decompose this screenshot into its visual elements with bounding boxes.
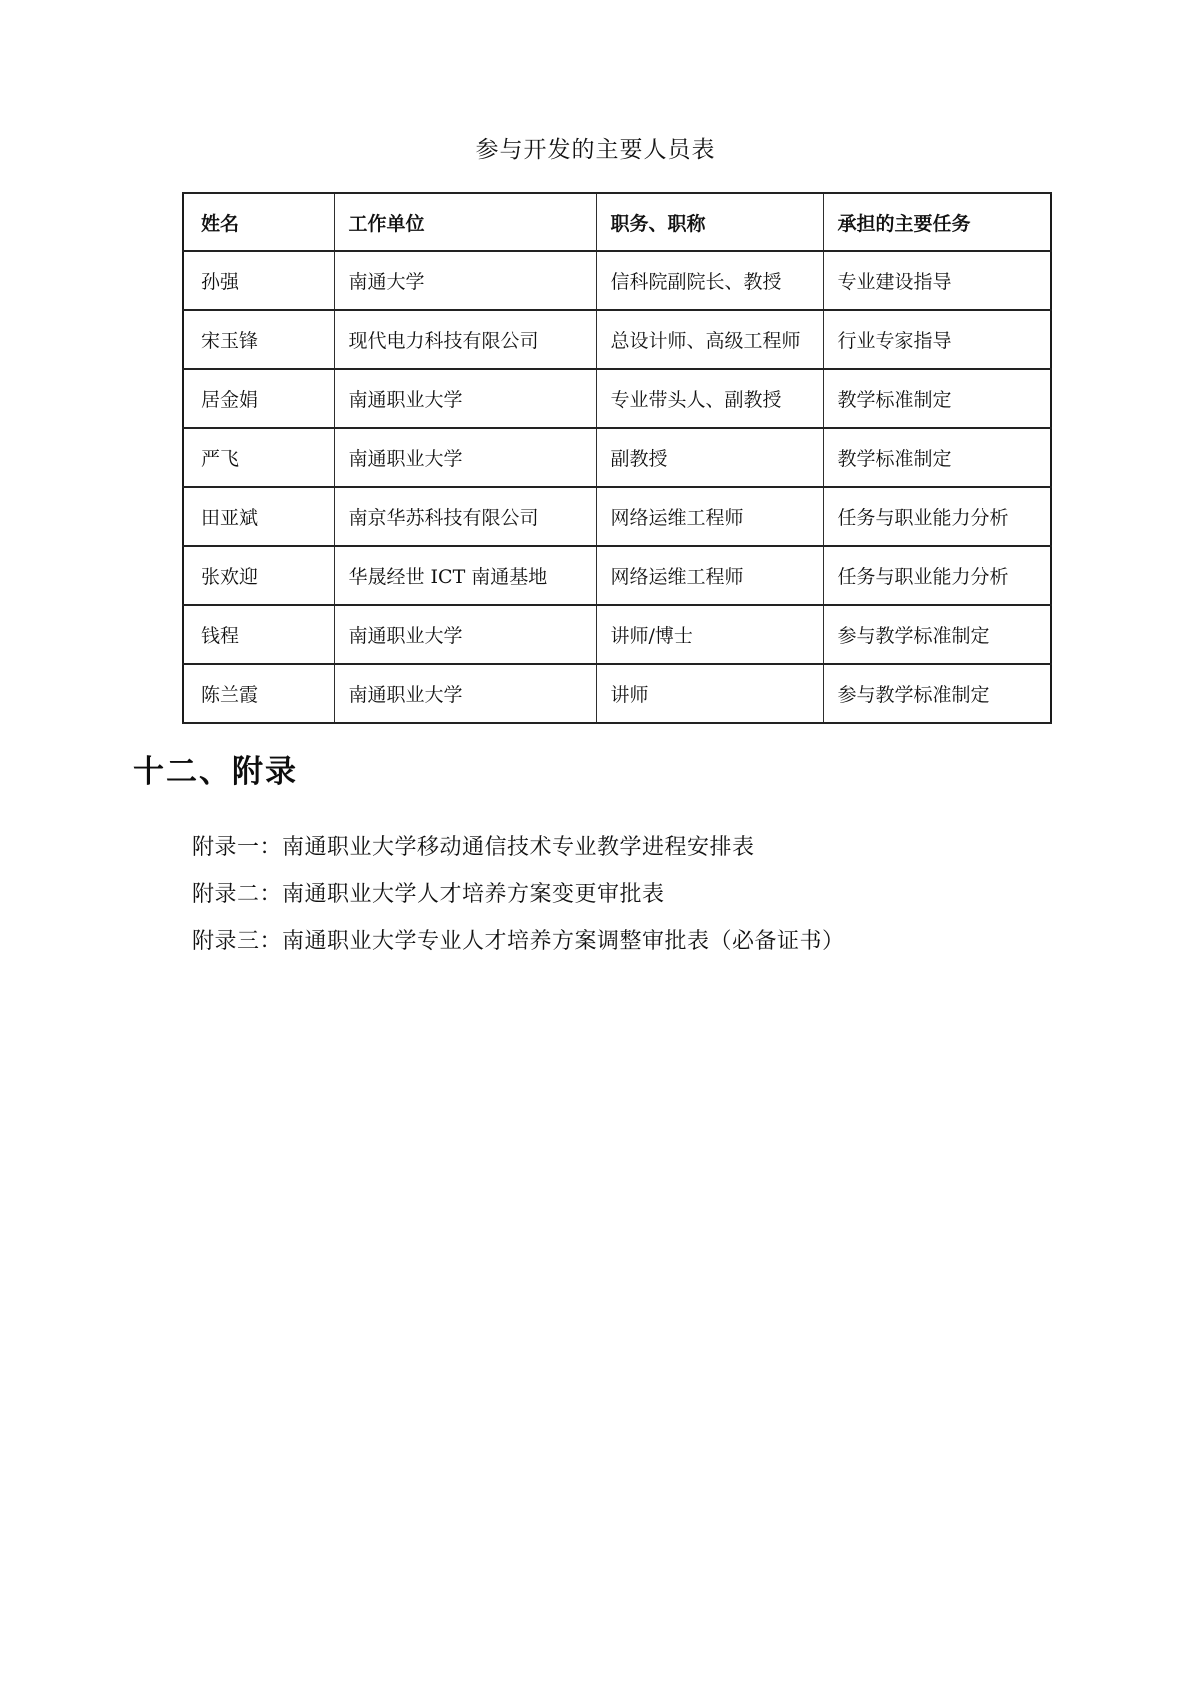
table-row: [183, 487, 1051, 546]
table-cell: 网络运维工程师: [596, 487, 823, 546]
table-cell: 副教授: [596, 428, 823, 487]
table-cell: 网络运维工程师: [596, 546, 823, 605]
section-heading-appendix: 十二、附录: [133, 754, 298, 790]
table-cell: 讲师: [596, 664, 823, 723]
table-cell: 教学标准制定: [823, 428, 1051, 487]
column-header-duty: 承担的主要任务: [823, 193, 1051, 251]
table-row: [183, 428, 1051, 487]
table-cell: 教学标准制定: [823, 369, 1051, 428]
table-cell: 华晟经世 ICT 南通基地: [334, 546, 596, 605]
table-row: [183, 664, 1051, 723]
table-cell: 任务与职业能力分析: [823, 546, 1051, 605]
table-row: [183, 605, 1051, 664]
table-cell: 张欢迎: [183, 546, 334, 605]
table-cell: 田亚斌: [183, 487, 334, 546]
table-cell: 专业带头人、副教授: [596, 369, 823, 428]
table-cell: 孙强: [183, 251, 334, 310]
table-cell: 钱程: [183, 605, 334, 664]
table-title: 参与开发的主要人员表: [475, 137, 716, 163]
appendix-item-2: 附录二：南通职业大学人才培养方案变更审批表: [192, 882, 665, 907]
table-cell: 现代电力科技有限公司: [334, 310, 596, 369]
table-cell: 任务与职业能力分析: [823, 487, 1051, 546]
appendix-list: [192, 824, 845, 965]
table-cell: 行业专家指导: [823, 310, 1051, 369]
appendix-item-1: 附录一：南通职业大学移动通信技术专业教学进程安排表: [192, 835, 755, 860]
table-cell: 南通职业大学: [334, 369, 596, 428]
table-cell: 参与教学标准制定: [823, 664, 1051, 723]
table-cell: 南京华苏科技有限公司: [334, 487, 596, 546]
table-row: [183, 546, 1051, 605]
table-cell: 居金娟: [183, 369, 334, 428]
table-cell: 严飞: [183, 428, 334, 487]
column-header-org: 工作单位: [334, 193, 596, 251]
table-row: [183, 310, 1051, 369]
appendix-item-3: 附录三：南通职业大学专业人才培养方案调整审批表（必备证书）: [192, 929, 845, 954]
table-cell: 专业建设指导: [823, 251, 1051, 310]
table-cell: 南通职业大学: [334, 428, 596, 487]
table-row: [183, 369, 1051, 428]
table-header-row: [183, 193, 1051, 251]
table-row: [183, 251, 1051, 310]
column-header-title: 职务、职称: [596, 193, 823, 251]
table-cell: 宋玉锋: [183, 310, 334, 369]
table-cell: 南通职业大学: [334, 605, 596, 664]
column-header-name: 姓名: [183, 193, 334, 251]
table-cell: 信科院副院长、教授: [596, 251, 823, 310]
table-cell: 南通职业大学: [334, 664, 596, 723]
table-cell: 总设计师、高级工程师: [596, 310, 823, 369]
table-cell: 参与教学标准制定: [823, 605, 1051, 664]
table-cell: 讲师/博士: [596, 605, 823, 664]
table-cell: 陈兰霞: [183, 664, 334, 723]
personnel-table: [182, 192, 1052, 724]
table-cell: 南通大学: [334, 251, 596, 310]
